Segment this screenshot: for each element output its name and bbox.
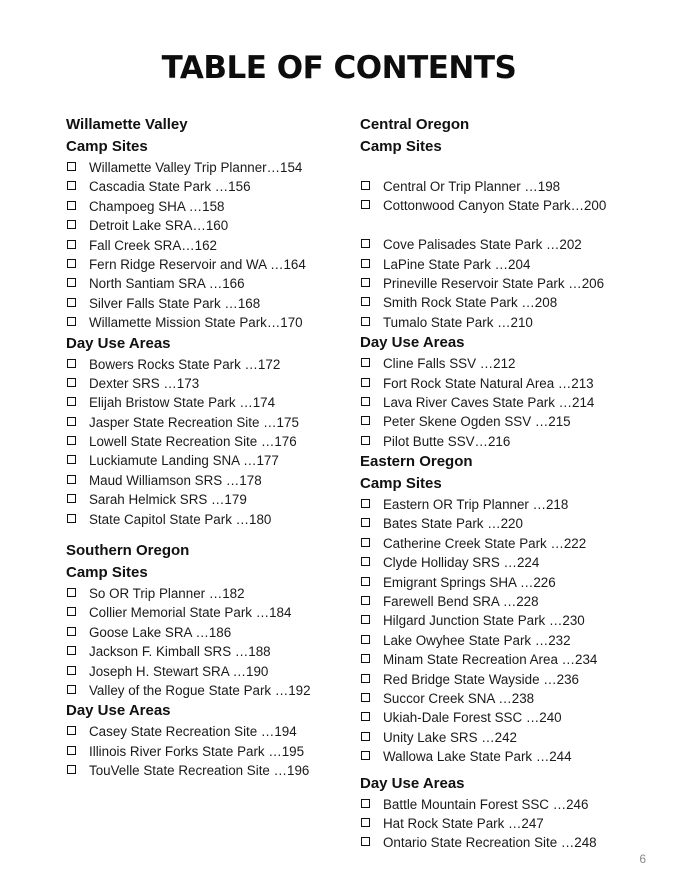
checkbox-icon[interactable]	[361, 358, 370, 367]
toc-entry	[360, 747, 660, 766]
toc-entry	[360, 728, 660, 747]
checkbox-icon[interactable]	[361, 436, 370, 445]
camp-sites-heading: Camp Sites	[360, 138, 442, 155]
toc-entry	[360, 814, 660, 833]
checkbox-icon[interactable]	[67, 436, 76, 445]
checkbox-icon[interactable]	[67, 417, 76, 426]
camp-sites-heading: Camp Sites	[66, 564, 148, 582]
toc-entry	[66, 313, 346, 332]
day-use-heading: Day Use Areas	[66, 334, 171, 352]
checkbox-icon[interactable]	[67, 240, 76, 249]
checkbox-icon[interactable]	[361, 397, 370, 406]
checkbox-icon[interactable]	[67, 397, 76, 406]
checklist	[66, 158, 346, 333]
checkbox-icon[interactable]	[361, 181, 370, 190]
toc-entry-label: Jasper State Recreation Site …175	[89, 414, 299, 430]
toc-entry-label: Casey State Recreation Site …194	[89, 724, 297, 740]
toc-entry-label: Pilot Butte SSV…216	[383, 433, 511, 449]
toc-entry-label: Central Or Trip Planner …198	[383, 179, 561, 194]
toc-entry	[66, 432, 346, 451]
checkbox-icon[interactable]	[67, 666, 76, 675]
toc-entry	[66, 662, 346, 681]
region-heading-willamette: Willamette Valley	[66, 116, 188, 133]
checkbox-icon[interactable]	[361, 278, 370, 287]
toc-entry-label: Prineville Reservoir State Park …206	[383, 275, 605, 291]
toc-entry-label: Red Bridge State Wayside …236	[383, 671, 580, 687]
toc-entry	[360, 255, 660, 274]
checkbox-icon[interactable]	[361, 378, 370, 387]
checkbox-icon[interactable]	[67, 765, 76, 774]
checkbox-icon[interactable]	[361, 732, 370, 741]
toc-entry-label: Bates State Park …220	[383, 516, 523, 532]
checkbox-icon[interactable]	[361, 615, 370, 624]
toc-entry-label: Emigrant Springs SHA …226	[383, 574, 556, 590]
checkbox-icon[interactable]	[67, 726, 76, 735]
toc-entry-label: Wallowa Lake State Park …244	[383, 749, 572, 765]
checkbox-icon[interactable]	[361, 317, 370, 326]
toc-entry	[360, 274, 660, 293]
toc-entry-label: Ontario State Recreation Site …248	[383, 835, 597, 851]
toc-entry-label: Hat Rock State Park …247	[383, 815, 544, 831]
region-heading-central: Central Oregon	[360, 116, 470, 133]
toc-entry-label: Goose Lake SRA …186	[89, 624, 232, 640]
toc-column-left	[66, 114, 346, 781]
checkbox-icon[interactable]	[67, 359, 76, 368]
checkbox-icon[interactable]	[361, 499, 370, 508]
toc-entry	[360, 514, 660, 533]
toc-entry	[66, 490, 346, 509]
checkbox-icon[interactable]	[67, 162, 76, 171]
toc-entry-label: Detroit Lake SRA…160	[89, 218, 229, 234]
toc-entry-label: So OR Trip Planner …182	[89, 586, 245, 602]
day-use-heading: Day Use Areas	[360, 774, 465, 792]
toc-entry	[360, 393, 660, 412]
toc-entry-label: Catherine Creek State Park …222	[383, 535, 587, 551]
toc-entry-label: Tumalo State Park …210	[383, 314, 533, 330]
toc-entry-label: Dexter SRS …173	[89, 375, 200, 391]
toc-entry	[360, 573, 660, 592]
checkbox-icon[interactable]	[67, 317, 76, 326]
toc-entry-label: Sarah Helmick SRS …179	[89, 492, 247, 508]
toc-entry	[360, 553, 660, 572]
toc-entry	[360, 631, 660, 650]
toc-entry-label: Clyde Holliday SRS …224	[383, 555, 540, 571]
toc-entry-label: State Capitol State Park …180	[89, 511, 272, 527]
checkbox-icon[interactable]	[361, 200, 370, 209]
toc-entry	[66, 236, 346, 255]
toc-entry-label: Lowell State Recreation Site …176	[89, 434, 297, 450]
toc-entry-label: Valley of the Rogue State Park …192	[89, 682, 311, 698]
toc-entry-label: Illinois River Forks State Park …195	[89, 743, 305, 759]
toc-entry-label: Collier Memorial State Park …184	[89, 605, 292, 621]
toc-entry	[66, 393, 346, 412]
toc-entry-label: Fern Ridge Reservoir and WA …164	[89, 256, 306, 272]
toc-entry-label: Jackson F. Kimball SRS …188	[89, 644, 271, 660]
toc-entry	[66, 294, 346, 313]
checklist	[360, 177, 660, 332]
page-number: 6	[639, 852, 646, 866]
checkbox-icon[interactable]	[67, 455, 76, 464]
toc-entry	[66, 177, 346, 196]
toc-entry-label: TouVelle State Recreation Site …196	[89, 763, 310, 779]
toc-entry	[66, 642, 346, 661]
checkbox-icon[interactable]	[361, 818, 370, 827]
toc-entry	[66, 722, 346, 741]
checkbox-icon[interactable]	[361, 674, 370, 683]
toc-entry	[360, 708, 660, 727]
checkbox-icon[interactable]	[361, 837, 370, 846]
toc-entry	[360, 374, 660, 393]
checkbox-icon[interactable]	[361, 654, 370, 663]
toc-entry	[360, 354, 660, 373]
toc-entry-label: Bowers Rocks State Park …172	[89, 356, 281, 372]
checkbox-icon[interactable]	[67, 514, 76, 523]
checkbox-icon[interactable]	[67, 627, 76, 636]
toc-entry-label: Elijah Bristow State Park …174	[89, 395, 276, 411]
checkbox-icon[interactable]	[67, 278, 76, 287]
toc-entry-label: Smith Rock State Park …208	[383, 295, 558, 311]
toc-entry	[66, 761, 346, 780]
checkbox-icon[interactable]	[67, 220, 76, 229]
region-heading-southern: Southern Oregon	[66, 542, 190, 560]
checkbox-icon[interactable]	[361, 518, 370, 527]
toc-entry	[360, 650, 660, 669]
checklist	[66, 722, 346, 780]
toc-entry	[66, 681, 346, 700]
checklist	[360, 495, 660, 766]
day-use-heading: Day Use Areas	[66, 702, 171, 720]
toc-entry-label: Cove Palisades State Park …202	[383, 237, 582, 253]
toc-entry-label: Champoeg SHA …158	[89, 198, 225, 214]
checkbox-icon[interactable]	[67, 201, 76, 210]
toc-entry	[360, 689, 660, 708]
toc-entry-label: Willamette Mission State Park…170	[89, 315, 303, 331]
checkbox-icon[interactable]	[67, 685, 76, 694]
toc-entry	[360, 495, 660, 514]
toc-entry	[360, 293, 660, 312]
toc-entry	[66, 216, 346, 235]
camp-sites-heading: Camp Sites	[66, 138, 148, 155]
toc-entry-label: Lake Owyhee State Park …232	[383, 632, 571, 648]
toc-entry	[360, 235, 660, 254]
checkbox-icon[interactable]	[361, 557, 370, 566]
toc-entry	[360, 196, 660, 235]
toc-entry-label: North Santiam SRA …166	[89, 276, 245, 292]
checkbox-icon[interactable]	[67, 378, 76, 387]
checklist	[66, 355, 346, 530]
checkbox-icon[interactable]	[67, 475, 76, 484]
toc-entry	[66, 274, 346, 293]
checkbox-icon[interactable]	[67, 588, 76, 597]
toc-entry-label: Cottonwood Canyon State Park…200	[383, 198, 607, 214]
toc-entry-label: Peter Skene Ogden SSV …215	[383, 414, 571, 430]
toc-entry	[66, 742, 346, 761]
toc-entry	[360, 177, 660, 196]
checklist	[360, 795, 660, 853]
toc-entry	[66, 451, 346, 470]
checkbox-icon[interactable]	[67, 494, 76, 503]
toc-entry-label: Joseph H. Stewart SRA …190	[89, 663, 269, 679]
checkbox-icon[interactable]	[361, 297, 370, 306]
toc-entry-label: Lava River Caves State Park …214	[383, 394, 595, 410]
toc-entry	[360, 313, 660, 332]
toc-entry-label: Willamette Valley Trip Planner…154	[89, 160, 303, 175]
day-use-heading: Day Use Areas	[360, 334, 465, 352]
checklist	[66, 584, 346, 700]
toc-entry-label: Fort Rock State Natural Area …213	[383, 375, 594, 391]
toc-entry-label: Succor Creek SNA …238	[383, 691, 535, 706]
toc-entry	[66, 471, 346, 490]
toc-column-right	[360, 114, 660, 853]
checkbox-icon[interactable]	[67, 259, 76, 268]
toc-entry-label: Unity Lake SRS …242	[383, 729, 517, 745]
toc-entry	[360, 432, 660, 451]
checkbox-icon[interactable]	[67, 646, 76, 655]
checkbox-icon[interactable]	[67, 607, 76, 616]
checkbox-icon[interactable]	[361, 259, 370, 268]
toc-entry	[66, 255, 346, 274]
toc-entry	[66, 510, 346, 529]
toc-entry-label: Ukiah-Dale Forest SSC …240	[383, 710, 562, 726]
toc-entry-label: Eastern OR Trip Planner …218	[383, 497, 569, 513]
toc-entry-label: Minam State Recreation Area …234	[383, 652, 598, 668]
checkbox-icon[interactable]	[361, 751, 370, 760]
toc-entry	[360, 592, 660, 611]
toc-entry-label: Cascadia State Park …156	[89, 179, 251, 195]
checkbox-icon[interactable]	[361, 693, 370, 702]
toc-entry-label: Luckiamute Landing SNA …177	[89, 453, 279, 469]
toc-entry	[66, 197, 346, 216]
page-title: TABLE OF CONTENTS	[161, 50, 517, 86]
toc-entry-label: Farewell Bend SRA …228	[383, 594, 539, 610]
checklist	[360, 354, 660, 451]
checkbox-icon[interactable]	[361, 799, 370, 808]
checkbox-icon[interactable]	[361, 712, 370, 721]
checkbox-icon[interactable]	[67, 298, 76, 307]
toc-entry-label: LaPine State Park …204	[383, 256, 531, 272]
toc-entry	[360, 670, 660, 689]
toc-entry-label: Fall Creek SRA…162	[89, 237, 218, 253]
checkbox-icon[interactable]	[361, 596, 370, 605]
camp-sites-heading: Camp Sites	[360, 475, 442, 493]
checkbox-icon[interactable]	[361, 577, 370, 586]
toc-entry-label: Silver Falls State Park …168	[89, 295, 261, 311]
toc-entry	[66, 584, 346, 603]
toc-entry	[66, 623, 346, 642]
toc-entry-label: Battle Mountain Forest SSC …246	[383, 796, 589, 812]
checkbox-icon[interactable]	[361, 538, 370, 547]
toc-entry	[66, 603, 346, 622]
toc-entry-label: Maud Williamson SRS …178	[89, 472, 262, 488]
toc-entry	[360, 795, 660, 814]
toc-entry	[360, 412, 660, 431]
checkbox-icon[interactable]	[67, 181, 76, 190]
toc-entry-label: Cline Falls SSV …212	[383, 356, 516, 372]
toc-entry-label: Hilgard Junction State Park …230	[383, 613, 585, 629]
toc-entry	[360, 611, 660, 630]
region-heading-eastern: Eastern Oregon	[360, 453, 473, 471]
checkbox-icon[interactable]	[361, 239, 370, 248]
toc-entry	[66, 413, 346, 432]
toc-entry	[66, 158, 346, 177]
toc-entry	[360, 534, 660, 553]
toc-entry	[66, 374, 346, 393]
checkbox-icon[interactable]	[361, 416, 370, 425]
toc-entry	[66, 355, 346, 374]
checkbox-icon[interactable]	[67, 746, 76, 755]
toc-entry	[360, 833, 660, 852]
checkbox-icon[interactable]	[361, 635, 370, 644]
